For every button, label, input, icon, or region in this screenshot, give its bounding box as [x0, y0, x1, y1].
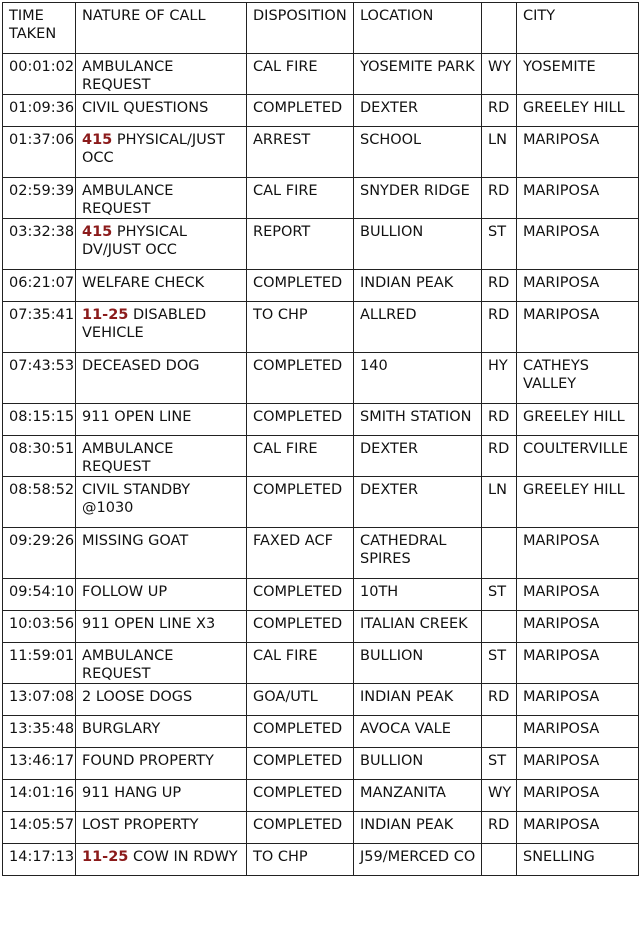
cell-disposition: COMPLETED [247, 579, 354, 611]
cell-street-suffix: RD [482, 302, 517, 353]
cell-city: MARIPOSA [517, 684, 639, 716]
cell-location: AVOCA VALE [354, 716, 482, 748]
cell-street-suffix: RD [482, 270, 517, 302]
cell-time-taken: 09:54:10 [3, 579, 76, 611]
cell-street-suffix: HY [482, 353, 517, 404]
cell-street-suffix [482, 611, 517, 643]
call-code: 11-25 [82, 849, 129, 865]
cell-disposition: COMPLETED [247, 353, 354, 404]
cell-location: 140 [354, 353, 482, 404]
cell-location: ALLRED [354, 302, 482, 353]
cell-location: BULLION [354, 643, 482, 684]
cell-location: 10TH [354, 579, 482, 611]
call-description: PHYSICAL/JUST OCC [82, 132, 225, 166]
cell-time-taken: 06:21:07 [3, 270, 76, 302]
cell-nature-of-call [76, 716, 247, 748]
cell-time-taken: 01:09:36 [3, 95, 76, 127]
cell-disposition: COMPLETED [247, 95, 354, 127]
cell-time-taken: 08:30:51 [3, 436, 76, 477]
cell-nature-of-call [76, 844, 247, 876]
cell-nature-of-call [76, 54, 247, 95]
cell-location: J59/MERCED CO [354, 844, 482, 876]
cell-city: MARIPOSA [517, 780, 639, 812]
table-row [3, 684, 639, 716]
call-description: 911 HANG UP [82, 785, 182, 801]
cell-nature-of-call [76, 270, 247, 302]
call-code: 11-25 [82, 307, 129, 323]
call-description: AMBULANCE REQUEST [82, 183, 174, 217]
cell-disposition: GOA/UTL [247, 684, 354, 716]
cell-city: SNELLING [517, 844, 639, 876]
column-header-city: CITY [517, 3, 639, 54]
column-header-location: LOCATION [354, 3, 482, 54]
cell-street-suffix: RD [482, 95, 517, 127]
cell-nature-of-call [76, 219, 247, 270]
column-header-time-taken: TIME TAKEN [3, 3, 76, 54]
cell-location: CATHEDRAL SPIRES [354, 528, 482, 579]
cell-street-suffix [482, 528, 517, 579]
cell-street-suffix: RD [482, 404, 517, 436]
cell-nature-of-call [76, 404, 247, 436]
cell-time-taken: 08:58:52 [3, 477, 76, 528]
cell-city: GREELEY HILL [517, 477, 639, 528]
cell-disposition: CAL FIRE [247, 436, 354, 477]
header-row [3, 3, 639, 54]
cell-disposition: ARREST [247, 127, 354, 178]
table-row [3, 404, 639, 436]
cell-street-suffix [482, 844, 517, 876]
cell-city: COULTERVILLE [517, 436, 639, 477]
cell-location: INDIAN PEAK [354, 270, 482, 302]
cell-time-taken: 08:15:15 [3, 404, 76, 436]
cell-time-taken: 01:37:06 [3, 127, 76, 178]
call-description: 2 LOOSE DOGS [82, 689, 193, 705]
cell-disposition: REPORT [247, 219, 354, 270]
cell-time-taken: 11:59:01 [3, 643, 76, 684]
call-description: 911 OPEN LINE X3 [82, 616, 216, 632]
call-description: DISABLED VEHICLE [82, 307, 207, 341]
cell-location: YOSEMITE PARK [354, 54, 482, 95]
table-row [3, 716, 639, 748]
call-description: WELFARE CHECK [82, 275, 205, 291]
table-row [3, 579, 639, 611]
call-description: AMBULANCE REQUEST [82, 59, 174, 93]
cell-nature-of-call [76, 684, 247, 716]
cell-street-suffix: RD [482, 436, 517, 477]
table-row [3, 812, 639, 844]
table-row [3, 127, 639, 178]
cell-city: MARIPOSA [517, 270, 639, 302]
cell-disposition: TO CHP [247, 302, 354, 353]
cell-city: MARIPOSA [517, 812, 639, 844]
call-description: FOLLOW UP [82, 584, 168, 600]
table-row [3, 302, 639, 353]
cell-city: MARIPOSA [517, 579, 639, 611]
cell-street-suffix: LN [482, 477, 517, 528]
cell-street-suffix: LN [482, 127, 517, 178]
column-header-nature-of-call: NATURE OF CALL [76, 3, 247, 54]
cell-time-taken: 09:29:26 [3, 528, 76, 579]
cell-location: SMITH STATION [354, 404, 482, 436]
table-row [3, 353, 639, 404]
cell-city: MARIPOSA [517, 716, 639, 748]
cell-nature-of-call [76, 611, 247, 643]
cell-disposition: COMPLETED [247, 716, 354, 748]
cell-location: BULLION [354, 219, 482, 270]
table-row [3, 528, 639, 579]
cell-nature-of-call [76, 95, 247, 127]
cell-time-taken: 03:32:38 [3, 219, 76, 270]
cell-city: MARIPOSA [517, 643, 639, 684]
table-row [3, 844, 639, 876]
call-description: LOST PROPERTY [82, 817, 199, 833]
cell-city: CATHEYS VALLEY [517, 353, 639, 404]
cell-time-taken: 07:43:53 [3, 353, 76, 404]
table-row [3, 270, 639, 302]
cell-time-taken: 07:35:41 [3, 302, 76, 353]
cell-street-suffix: ST [482, 579, 517, 611]
cell-city: MARIPOSA [517, 127, 639, 178]
call-log-body [3, 54, 639, 876]
call-description: MISSING GOAT [82, 533, 189, 549]
cell-street-suffix: ST [482, 643, 517, 684]
call-description: BURGLARY [82, 721, 161, 737]
call-code: 415 [82, 224, 113, 240]
cell-city: MARIPOSA [517, 528, 639, 579]
cell-location: DEXTER [354, 477, 482, 528]
table-row [3, 643, 639, 684]
cell-disposition: COMPLETED [247, 611, 354, 643]
cell-disposition: COMPLETED [247, 477, 354, 528]
column-header-street-suffix [482, 3, 517, 54]
cell-disposition: TO CHP [247, 844, 354, 876]
cell-city: MARIPOSA [517, 178, 639, 219]
cell-disposition: COMPLETED [247, 812, 354, 844]
table-row [3, 178, 639, 219]
cell-street-suffix: ST [482, 219, 517, 270]
cell-nature-of-call [76, 528, 247, 579]
cell-location: ITALIAN CREEK [354, 611, 482, 643]
cell-city: MARIPOSA [517, 748, 639, 780]
cell-nature-of-call [76, 643, 247, 684]
table-row [3, 54, 639, 95]
table-row [3, 611, 639, 643]
cell-location: SCHOOL [354, 127, 482, 178]
table-row [3, 95, 639, 127]
cell-location: DEXTER [354, 95, 482, 127]
cell-disposition: COMPLETED [247, 748, 354, 780]
cell-location: BULLION [354, 748, 482, 780]
call-code: 415 [82, 132, 113, 148]
cell-nature-of-call [76, 302, 247, 353]
cell-city: MARIPOSA [517, 302, 639, 353]
cell-nature-of-call [76, 353, 247, 404]
cell-time-taken: 14:05:57 [3, 812, 76, 844]
call-description: PHYSICAL DV/JUST OCC [82, 224, 187, 258]
call-description: AMBULANCE REQUEST [82, 648, 174, 682]
table-row [3, 436, 639, 477]
cell-nature-of-call [76, 780, 247, 812]
cell-time-taken: 14:17:13 [3, 844, 76, 876]
cell-nature-of-call [76, 436, 247, 477]
cell-city: MARIPOSA [517, 219, 639, 270]
cell-nature-of-call [76, 812, 247, 844]
call-description: 911 OPEN LINE [82, 409, 192, 425]
cell-time-taken: 13:07:08 [3, 684, 76, 716]
cell-street-suffix: RD [482, 684, 517, 716]
cell-location: MANZANITA [354, 780, 482, 812]
cell-location: SNYDER RIDGE [354, 178, 482, 219]
cell-nature-of-call [76, 579, 247, 611]
cell-nature-of-call [76, 748, 247, 780]
cell-street-suffix: WY [482, 780, 517, 812]
table-row [3, 219, 639, 270]
cell-disposition: COMPLETED [247, 404, 354, 436]
cell-city: YOSEMITE [517, 54, 639, 95]
cell-city: MARIPOSA [517, 611, 639, 643]
table-row [3, 780, 639, 812]
call-description: CIVIL STANDBY @1030 [82, 482, 191, 516]
cell-city: GREELEY HILL [517, 404, 639, 436]
cell-street-suffix [482, 716, 517, 748]
cell-city: GREELEY HILL [517, 95, 639, 127]
cell-time-taken: 14:01:16 [3, 780, 76, 812]
cell-disposition: CAL FIRE [247, 643, 354, 684]
cell-location: INDIAN PEAK [354, 812, 482, 844]
call-description: AMBULANCE REQUEST [82, 441, 174, 475]
cell-street-suffix: RD [482, 178, 517, 219]
cell-nature-of-call [76, 127, 247, 178]
cell-street-suffix: WY [482, 54, 517, 95]
call-description: FOUND PROPERTY [82, 753, 214, 769]
column-header-disposition: DISPOSITION [247, 3, 354, 54]
cell-time-taken: 10:03:56 [3, 611, 76, 643]
cell-disposition: COMPLETED [247, 780, 354, 812]
cell-time-taken: 02:59:39 [3, 178, 76, 219]
cell-disposition: COMPLETED [247, 270, 354, 302]
cell-location: INDIAN PEAK [354, 684, 482, 716]
cell-time-taken: 00:01:02 [3, 54, 76, 95]
cell-street-suffix: RD [482, 812, 517, 844]
cell-disposition: FAXED ACF [247, 528, 354, 579]
call-description: DECEASED DOG [82, 358, 200, 374]
cell-nature-of-call [76, 178, 247, 219]
call-description: CIVIL QUESTIONS [82, 100, 209, 116]
call-log-table [2, 2, 639, 876]
cell-disposition: CAL FIRE [247, 54, 354, 95]
cell-street-suffix: ST [482, 748, 517, 780]
cell-disposition: CAL FIRE [247, 178, 354, 219]
cell-location: DEXTER [354, 436, 482, 477]
table-row [3, 477, 639, 528]
cell-nature-of-call [76, 477, 247, 528]
cell-time-taken: 13:46:17 [3, 748, 76, 780]
cell-time-taken: 13:35:48 [3, 716, 76, 748]
call-description: COW IN RDWY [132, 849, 238, 865]
table-row [3, 748, 639, 780]
